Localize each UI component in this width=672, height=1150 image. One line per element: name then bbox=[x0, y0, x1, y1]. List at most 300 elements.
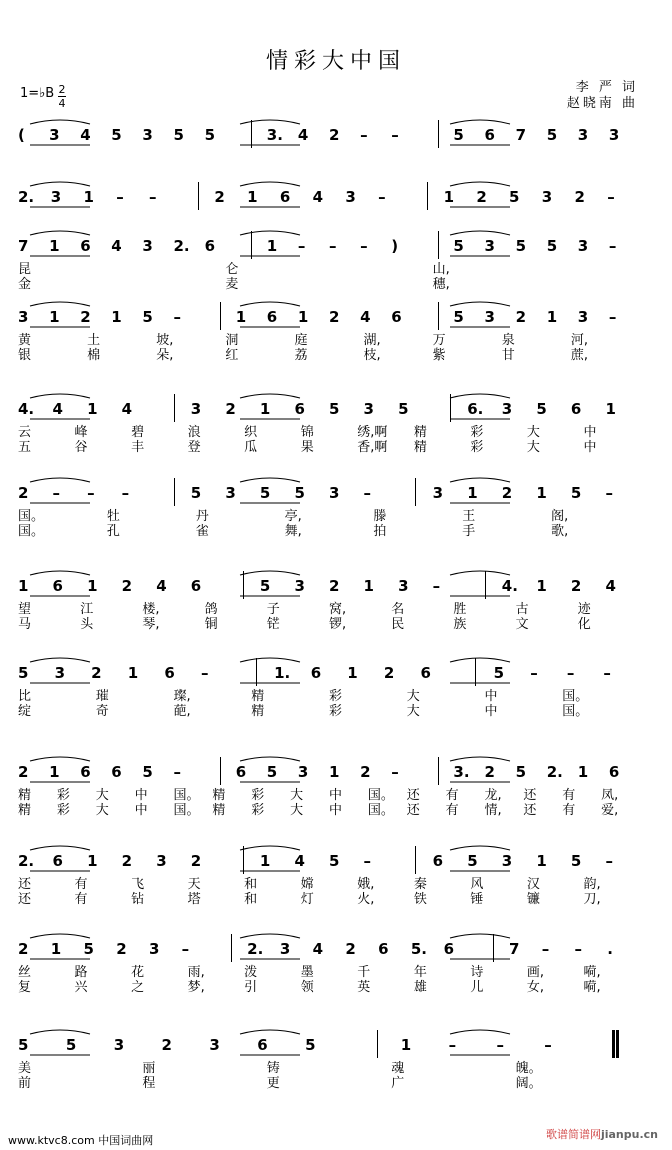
note: 3 bbox=[54, 664, 66, 682]
note: 2 bbox=[360, 763, 371, 781]
note: 2 bbox=[18, 484, 29, 502]
note: 5 bbox=[546, 237, 558, 255]
lyric-syllable: 塔 bbox=[187, 892, 201, 907]
lyric-syllable: 山, bbox=[432, 262, 450, 277]
lyric-syllable: 阔。 bbox=[515, 1076, 542, 1091]
lyric-syllable: 甘 bbox=[501, 348, 515, 363]
note: 6 bbox=[420, 664, 431, 682]
note: 5 bbox=[515, 237, 527, 255]
note: 4 bbox=[121, 400, 133, 418]
note: 2. bbox=[173, 237, 190, 255]
note: 7 bbox=[509, 940, 520, 958]
lyric-syllable: 黄 bbox=[18, 333, 32, 348]
note: 4 bbox=[80, 126, 91, 144]
lyric-syllable: 绣,啊 bbox=[357, 425, 388, 440]
lyric-syllable: 年 bbox=[413, 965, 427, 980]
lyric-syllable: 歌, bbox=[551, 524, 569, 539]
note: 1. bbox=[274, 664, 291, 682]
lyric-syllable: 还 bbox=[406, 788, 420, 803]
barline bbox=[450, 394, 451, 422]
lyric-syllable: 登 bbox=[187, 440, 201, 455]
lyric-syllable: 奇 bbox=[95, 704, 109, 719]
slur bbox=[30, 846, 90, 850]
note: 5 bbox=[509, 188, 520, 206]
note: 6 bbox=[80, 237, 91, 255]
footer-watermark bbox=[546, 1126, 658, 1142]
note: 5 bbox=[259, 484, 271, 502]
note: 1 bbox=[247, 188, 258, 206]
lyric-syllable: 彩 bbox=[470, 440, 484, 455]
lyric-syllable: 复 bbox=[18, 980, 32, 995]
lyric-syllable: 国。 bbox=[173, 803, 200, 818]
note: 6 bbox=[80, 763, 91, 781]
note: 6 bbox=[378, 940, 389, 958]
lyric-syllable: 果 bbox=[300, 440, 314, 455]
lyric-syllable: 庭 bbox=[294, 333, 308, 348]
lyric-syllable: 兴 bbox=[74, 980, 88, 995]
lyric-syllable: 窝, bbox=[329, 602, 347, 617]
lyric-syllable: 大 bbox=[95, 788, 109, 803]
lyric-syllable: 铜 bbox=[204, 617, 218, 632]
lyric-syllable: 雀 bbox=[195, 524, 209, 539]
note: 4 bbox=[297, 126, 309, 144]
slur bbox=[240, 934, 300, 938]
note: 3 bbox=[49, 126, 60, 144]
note: – bbox=[605, 484, 613, 502]
lyric-syllable: 浪 bbox=[187, 425, 201, 440]
lyric-syllable: 爱, bbox=[601, 803, 619, 818]
lyric-syllable: 精 bbox=[413, 425, 427, 440]
meter-numerator: 2 bbox=[58, 83, 66, 96]
lyric-syllable: 金 bbox=[18, 277, 32, 292]
note: 6. bbox=[467, 400, 484, 418]
lyric-syllable: 江 bbox=[80, 602, 94, 617]
lyric-syllable: 国。 bbox=[18, 509, 45, 524]
note: 3 bbox=[577, 308, 589, 326]
note: 5 bbox=[329, 400, 340, 418]
note: – bbox=[603, 664, 611, 682]
note: 1 bbox=[347, 664, 358, 682]
lyricist-credit: 李 严 词 bbox=[575, 80, 638, 95]
note: 6 bbox=[432, 852, 444, 870]
lyric-syllable: 情, bbox=[484, 803, 502, 818]
note: 1 bbox=[111, 308, 122, 326]
lyric-syllable: 美 bbox=[18, 1061, 32, 1076]
note: 2 bbox=[225, 400, 236, 418]
lyric-syllable: 程 bbox=[142, 1076, 156, 1091]
barline bbox=[475, 658, 476, 686]
lyric-syllable: 画, bbox=[526, 965, 545, 980]
lyric-syllable: 彩 bbox=[56, 803, 70, 818]
lyric-syllable: 民 bbox=[391, 617, 405, 632]
note: 1 bbox=[127, 664, 139, 682]
lyric-syllable: 中 bbox=[329, 803, 343, 818]
barline bbox=[251, 120, 252, 148]
note: 6 bbox=[52, 577, 63, 595]
note: 1 bbox=[87, 577, 98, 595]
note: 5 bbox=[305, 1036, 316, 1054]
note: 5 bbox=[142, 308, 153, 326]
note: – bbox=[181, 940, 190, 958]
note: 3 bbox=[225, 484, 236, 502]
key-signature: 1=♭B bbox=[20, 86, 55, 101]
note: 3 bbox=[156, 852, 167, 870]
note: 1 bbox=[259, 852, 271, 870]
note: 1 bbox=[297, 308, 309, 326]
note: – bbox=[566, 664, 575, 682]
lyric-syllable: 还 bbox=[523, 788, 537, 803]
lyric-syllable: 引 bbox=[244, 980, 258, 995]
lyric-syllable: 大 bbox=[406, 689, 420, 704]
note: 1 bbox=[50, 940, 62, 958]
slur bbox=[30, 757, 90, 761]
note: 4 bbox=[312, 188, 324, 206]
note: 2 bbox=[515, 308, 527, 326]
lyric-syllable: 精 bbox=[212, 803, 226, 818]
note: 1 bbox=[577, 763, 589, 781]
lyric-syllable: 秦 bbox=[413, 877, 427, 892]
notation-row bbox=[0, 940, 672, 970]
slur bbox=[450, 394, 510, 398]
slur bbox=[30, 231, 90, 235]
note: – bbox=[116, 188, 124, 206]
lyric-syllable: 丰 bbox=[131, 440, 145, 455]
note: 1 bbox=[536, 577, 547, 595]
lyric-syllable: 织 bbox=[244, 425, 258, 440]
slur bbox=[450, 231, 510, 235]
barline bbox=[415, 478, 416, 506]
barline bbox=[427, 182, 428, 210]
lyric-syllable: 文 bbox=[515, 617, 529, 632]
lyric-syllable: 诗 bbox=[470, 965, 484, 980]
note: 6 bbox=[164, 664, 175, 682]
lyric-syllable: 手 bbox=[462, 524, 476, 539]
note: 5 bbox=[570, 484, 582, 502]
slur bbox=[240, 757, 300, 761]
note: 3 bbox=[142, 237, 153, 255]
note: 1 bbox=[443, 188, 455, 206]
note: 6 bbox=[443, 940, 455, 958]
lyric-syllable: 万 bbox=[432, 333, 446, 348]
note: 6 bbox=[204, 237, 216, 255]
lyric-syllable: 穗, bbox=[432, 277, 450, 292]
lyric-syllable: 蔗, bbox=[570, 348, 589, 363]
lyric-syllable: 路 bbox=[74, 965, 88, 980]
note: 2 bbox=[214, 188, 225, 206]
lyric-syllable: 银 bbox=[18, 348, 32, 363]
lyric-syllable: 有 bbox=[562, 788, 576, 803]
note: 3. bbox=[266, 126, 283, 144]
note: – bbox=[496, 1036, 504, 1054]
note: 3 bbox=[484, 237, 495, 255]
note: 3 bbox=[113, 1036, 125, 1054]
lyric-syllable: 迹 bbox=[577, 602, 591, 617]
note: 2 bbox=[329, 126, 340, 144]
lyric-syllable: 云 bbox=[18, 425, 32, 440]
notation-row bbox=[0, 852, 672, 882]
barline bbox=[377, 1030, 378, 1058]
note: 1 bbox=[235, 308, 247, 326]
lyric-syllable: 大 bbox=[406, 704, 420, 719]
lyric-syllable: 风 bbox=[470, 877, 484, 892]
lyric-syllable: 娥, bbox=[357, 877, 375, 892]
note: 2 bbox=[190, 852, 202, 870]
lyric-syllable: 丝 bbox=[18, 965, 32, 980]
slur bbox=[240, 302, 300, 306]
lyric-syllable: 千 bbox=[357, 965, 371, 980]
note: 4 bbox=[156, 577, 167, 595]
lyric-syllable: 精 bbox=[413, 440, 427, 455]
slur bbox=[450, 571, 510, 575]
lyric-syllable: 香,啊 bbox=[357, 440, 388, 455]
lyric-syllable: 韵, bbox=[583, 877, 601, 892]
note: 5 bbox=[536, 400, 547, 418]
note: 3 bbox=[329, 484, 340, 502]
barline bbox=[415, 846, 416, 874]
lyric-syllable: 国。 bbox=[367, 788, 394, 803]
note: – bbox=[391, 763, 399, 781]
lyric-syllable: 坡, bbox=[156, 333, 174, 348]
barline bbox=[174, 394, 175, 422]
slur bbox=[30, 120, 90, 124]
footer-source: www.ktvc8.com 中国词曲网 bbox=[8, 1134, 154, 1147]
lyric-syllable: 精 bbox=[251, 689, 265, 704]
lyric-syllable: 魂 bbox=[391, 1061, 405, 1076]
lyric-syllable: 麦 bbox=[225, 277, 239, 292]
slur bbox=[450, 846, 510, 850]
lyric-syllable: 拍 bbox=[373, 524, 387, 539]
lyric-syllable: 刀, bbox=[583, 892, 601, 907]
lyric-syllable: 彩 bbox=[56, 788, 70, 803]
note: – bbox=[530, 664, 538, 682]
slur bbox=[30, 302, 90, 306]
note: 5 bbox=[83, 940, 94, 958]
time-signature bbox=[58, 84, 66, 109]
note: 5 bbox=[493, 664, 505, 682]
note: 5 bbox=[18, 664, 29, 682]
note: 5 bbox=[65, 1036, 77, 1054]
note: 1 bbox=[49, 308, 60, 326]
lyric-syllable: 中 bbox=[134, 803, 148, 818]
lyric-syllable: 丹 bbox=[195, 509, 209, 524]
note: 2 bbox=[484, 763, 495, 781]
lyric-syllable: 彩 bbox=[251, 803, 265, 818]
lyric-syllable: 锣, bbox=[329, 617, 347, 632]
lyric-syllable: 滕 bbox=[373, 509, 387, 524]
lyric-syllable: 大 bbox=[290, 803, 304, 818]
note: – bbox=[200, 664, 209, 682]
note: – bbox=[121, 484, 130, 502]
note: 6 bbox=[570, 400, 582, 418]
lyric-syllable: 前 bbox=[18, 1076, 32, 1091]
barline bbox=[220, 302, 221, 330]
note: 3 bbox=[142, 126, 153, 144]
lyric-syllable: 红 bbox=[225, 348, 239, 363]
note: 2. bbox=[18, 188, 35, 206]
lyric-syllable: 丽 bbox=[142, 1061, 156, 1076]
note: – bbox=[297, 237, 306, 255]
lyric-syllable: 舞, bbox=[284, 524, 302, 539]
note: 4 bbox=[605, 577, 616, 595]
note: 4. bbox=[18, 400, 35, 418]
note: 5 bbox=[453, 237, 464, 255]
note: 4 bbox=[312, 940, 324, 958]
note: 5 bbox=[18, 1036, 29, 1054]
note: – bbox=[52, 484, 61, 502]
lyric-syllable: 雨, bbox=[187, 965, 205, 980]
note: 4 bbox=[111, 237, 122, 255]
slur bbox=[30, 934, 90, 938]
lyric-syllable: 锤 bbox=[470, 892, 484, 907]
note: – bbox=[432, 577, 441, 595]
slur bbox=[450, 658, 510, 662]
lyric-syllable: 洞 bbox=[225, 333, 239, 348]
lyric-syllable: 嗬, bbox=[583, 980, 601, 995]
lyric-syllable: 望 bbox=[18, 602, 32, 617]
lyric-syllable: 谷 bbox=[74, 440, 88, 455]
barline bbox=[231, 934, 232, 962]
lyric-syllable: 精 bbox=[251, 704, 265, 719]
barline bbox=[243, 571, 244, 599]
barline bbox=[485, 571, 486, 599]
lyric-syllable: 泼 bbox=[244, 965, 258, 980]
note: 6 bbox=[391, 308, 402, 326]
lyric-syllable: 中 bbox=[583, 425, 597, 440]
lyric-syllable: 土 bbox=[87, 333, 101, 348]
lyric-syllable: 中 bbox=[583, 440, 597, 455]
lyric-syllable: 汉 bbox=[526, 877, 540, 892]
note: 3 bbox=[577, 126, 589, 144]
note: 5 bbox=[398, 400, 409, 418]
lyric-syllable: 铓 bbox=[266, 617, 280, 632]
lyric-syllable: 大 bbox=[290, 788, 304, 803]
note: 2 bbox=[476, 188, 487, 206]
note: 2. bbox=[247, 940, 264, 958]
note: 3 bbox=[501, 400, 513, 418]
page-title: 情彩大中国 bbox=[265, 49, 406, 74]
slur bbox=[240, 120, 300, 124]
slur bbox=[240, 394, 300, 398]
barline bbox=[438, 302, 439, 330]
note: 4. bbox=[501, 577, 518, 595]
note: 2 bbox=[570, 577, 582, 595]
notation-row bbox=[0, 126, 672, 156]
note: – bbox=[360, 126, 368, 144]
barline bbox=[243, 846, 244, 874]
note: 6 bbox=[266, 308, 278, 326]
note: 7 bbox=[515, 126, 527, 144]
lyric-syllable: 璀 bbox=[95, 689, 109, 704]
note: 5 bbox=[467, 852, 478, 870]
lyric-syllable: 化 bbox=[577, 617, 591, 632]
lyric-syllable: 棉 bbox=[87, 348, 101, 363]
slur bbox=[240, 478, 300, 482]
lyric-syllable: 精 bbox=[212, 788, 226, 803]
note: 3. bbox=[453, 763, 470, 781]
lyric-syllable: 中 bbox=[484, 704, 498, 719]
barline bbox=[256, 658, 257, 686]
note: . bbox=[607, 940, 613, 958]
slur bbox=[30, 182, 90, 186]
lyric-syllable: 彩 bbox=[329, 689, 343, 704]
lyric-syllable: 灯 bbox=[300, 892, 314, 907]
lyric-syllable: 琴, bbox=[142, 617, 160, 632]
note: – bbox=[363, 484, 372, 502]
note: – bbox=[608, 237, 617, 255]
slur bbox=[30, 394, 90, 398]
note: 3 bbox=[541, 188, 553, 206]
note: 5 bbox=[190, 484, 202, 502]
note: – bbox=[574, 940, 583, 958]
lyric-syllable: 孔 bbox=[106, 524, 120, 539]
lyric-syllable: 墨 bbox=[300, 965, 314, 980]
note: 3 bbox=[345, 188, 356, 206]
lyric-syllable: 凤, bbox=[601, 788, 619, 803]
note: 1 bbox=[546, 308, 558, 326]
lyric-syllable: 之 bbox=[131, 980, 145, 995]
lyric-syllable: 中 bbox=[329, 788, 343, 803]
lyric-syllable: 胜 bbox=[453, 602, 467, 617]
note: – bbox=[173, 763, 181, 781]
note: 1 bbox=[266, 237, 278, 255]
barline bbox=[174, 478, 175, 506]
note: 6 bbox=[484, 126, 495, 144]
note: 6 bbox=[294, 400, 305, 418]
lyric-syllable: 天 bbox=[187, 877, 201, 892]
note: 5 bbox=[173, 126, 184, 144]
lyric-syllable: 泉 bbox=[501, 333, 515, 348]
lyric-syllable: 铁 bbox=[413, 892, 427, 907]
note: 1 bbox=[400, 1036, 412, 1054]
lyric-syllable: 国。 bbox=[367, 803, 394, 818]
note: 6 bbox=[111, 763, 122, 781]
lyric-syllable: 魄。 bbox=[515, 1061, 542, 1076]
note: 1 bbox=[49, 763, 60, 781]
note: – bbox=[360, 237, 368, 255]
watermark-site: 歌谱简谱网 bbox=[545, 1128, 601, 1141]
note: 3 bbox=[577, 237, 589, 255]
lyric-syllable: 还 bbox=[406, 803, 420, 818]
note: – bbox=[544, 1036, 552, 1054]
lyric-syllable: 飞 bbox=[131, 877, 145, 892]
note: 5 bbox=[329, 852, 340, 870]
lyric-syllable: 雄 bbox=[413, 980, 427, 995]
note: 5 bbox=[453, 126, 464, 144]
slur bbox=[240, 571, 300, 575]
notation-row bbox=[0, 188, 672, 218]
note: 5 bbox=[546, 126, 558, 144]
note: 4 bbox=[294, 852, 305, 870]
note: 1 bbox=[83, 188, 94, 206]
note: 1 bbox=[87, 852, 98, 870]
lyric-syllable: 马 bbox=[18, 617, 32, 632]
note: 4 bbox=[360, 308, 371, 326]
note: 2. bbox=[546, 763, 563, 781]
lyric-syllable: 龙, bbox=[484, 788, 502, 803]
barline bbox=[220, 757, 221, 785]
lyric-syllable: 精 bbox=[18, 803, 32, 818]
slur bbox=[240, 658, 300, 662]
lyric-syllable: 名 bbox=[391, 602, 405, 617]
slur bbox=[240, 1030, 300, 1034]
lyric-syllable: 有 bbox=[445, 803, 459, 818]
note: – bbox=[378, 188, 386, 206]
note: 2 bbox=[574, 188, 585, 206]
barline bbox=[438, 757, 439, 785]
lyric-syllable: 更 bbox=[266, 1076, 280, 1091]
note: – bbox=[448, 1036, 457, 1054]
lyric-syllable: 楼, bbox=[142, 602, 160, 617]
